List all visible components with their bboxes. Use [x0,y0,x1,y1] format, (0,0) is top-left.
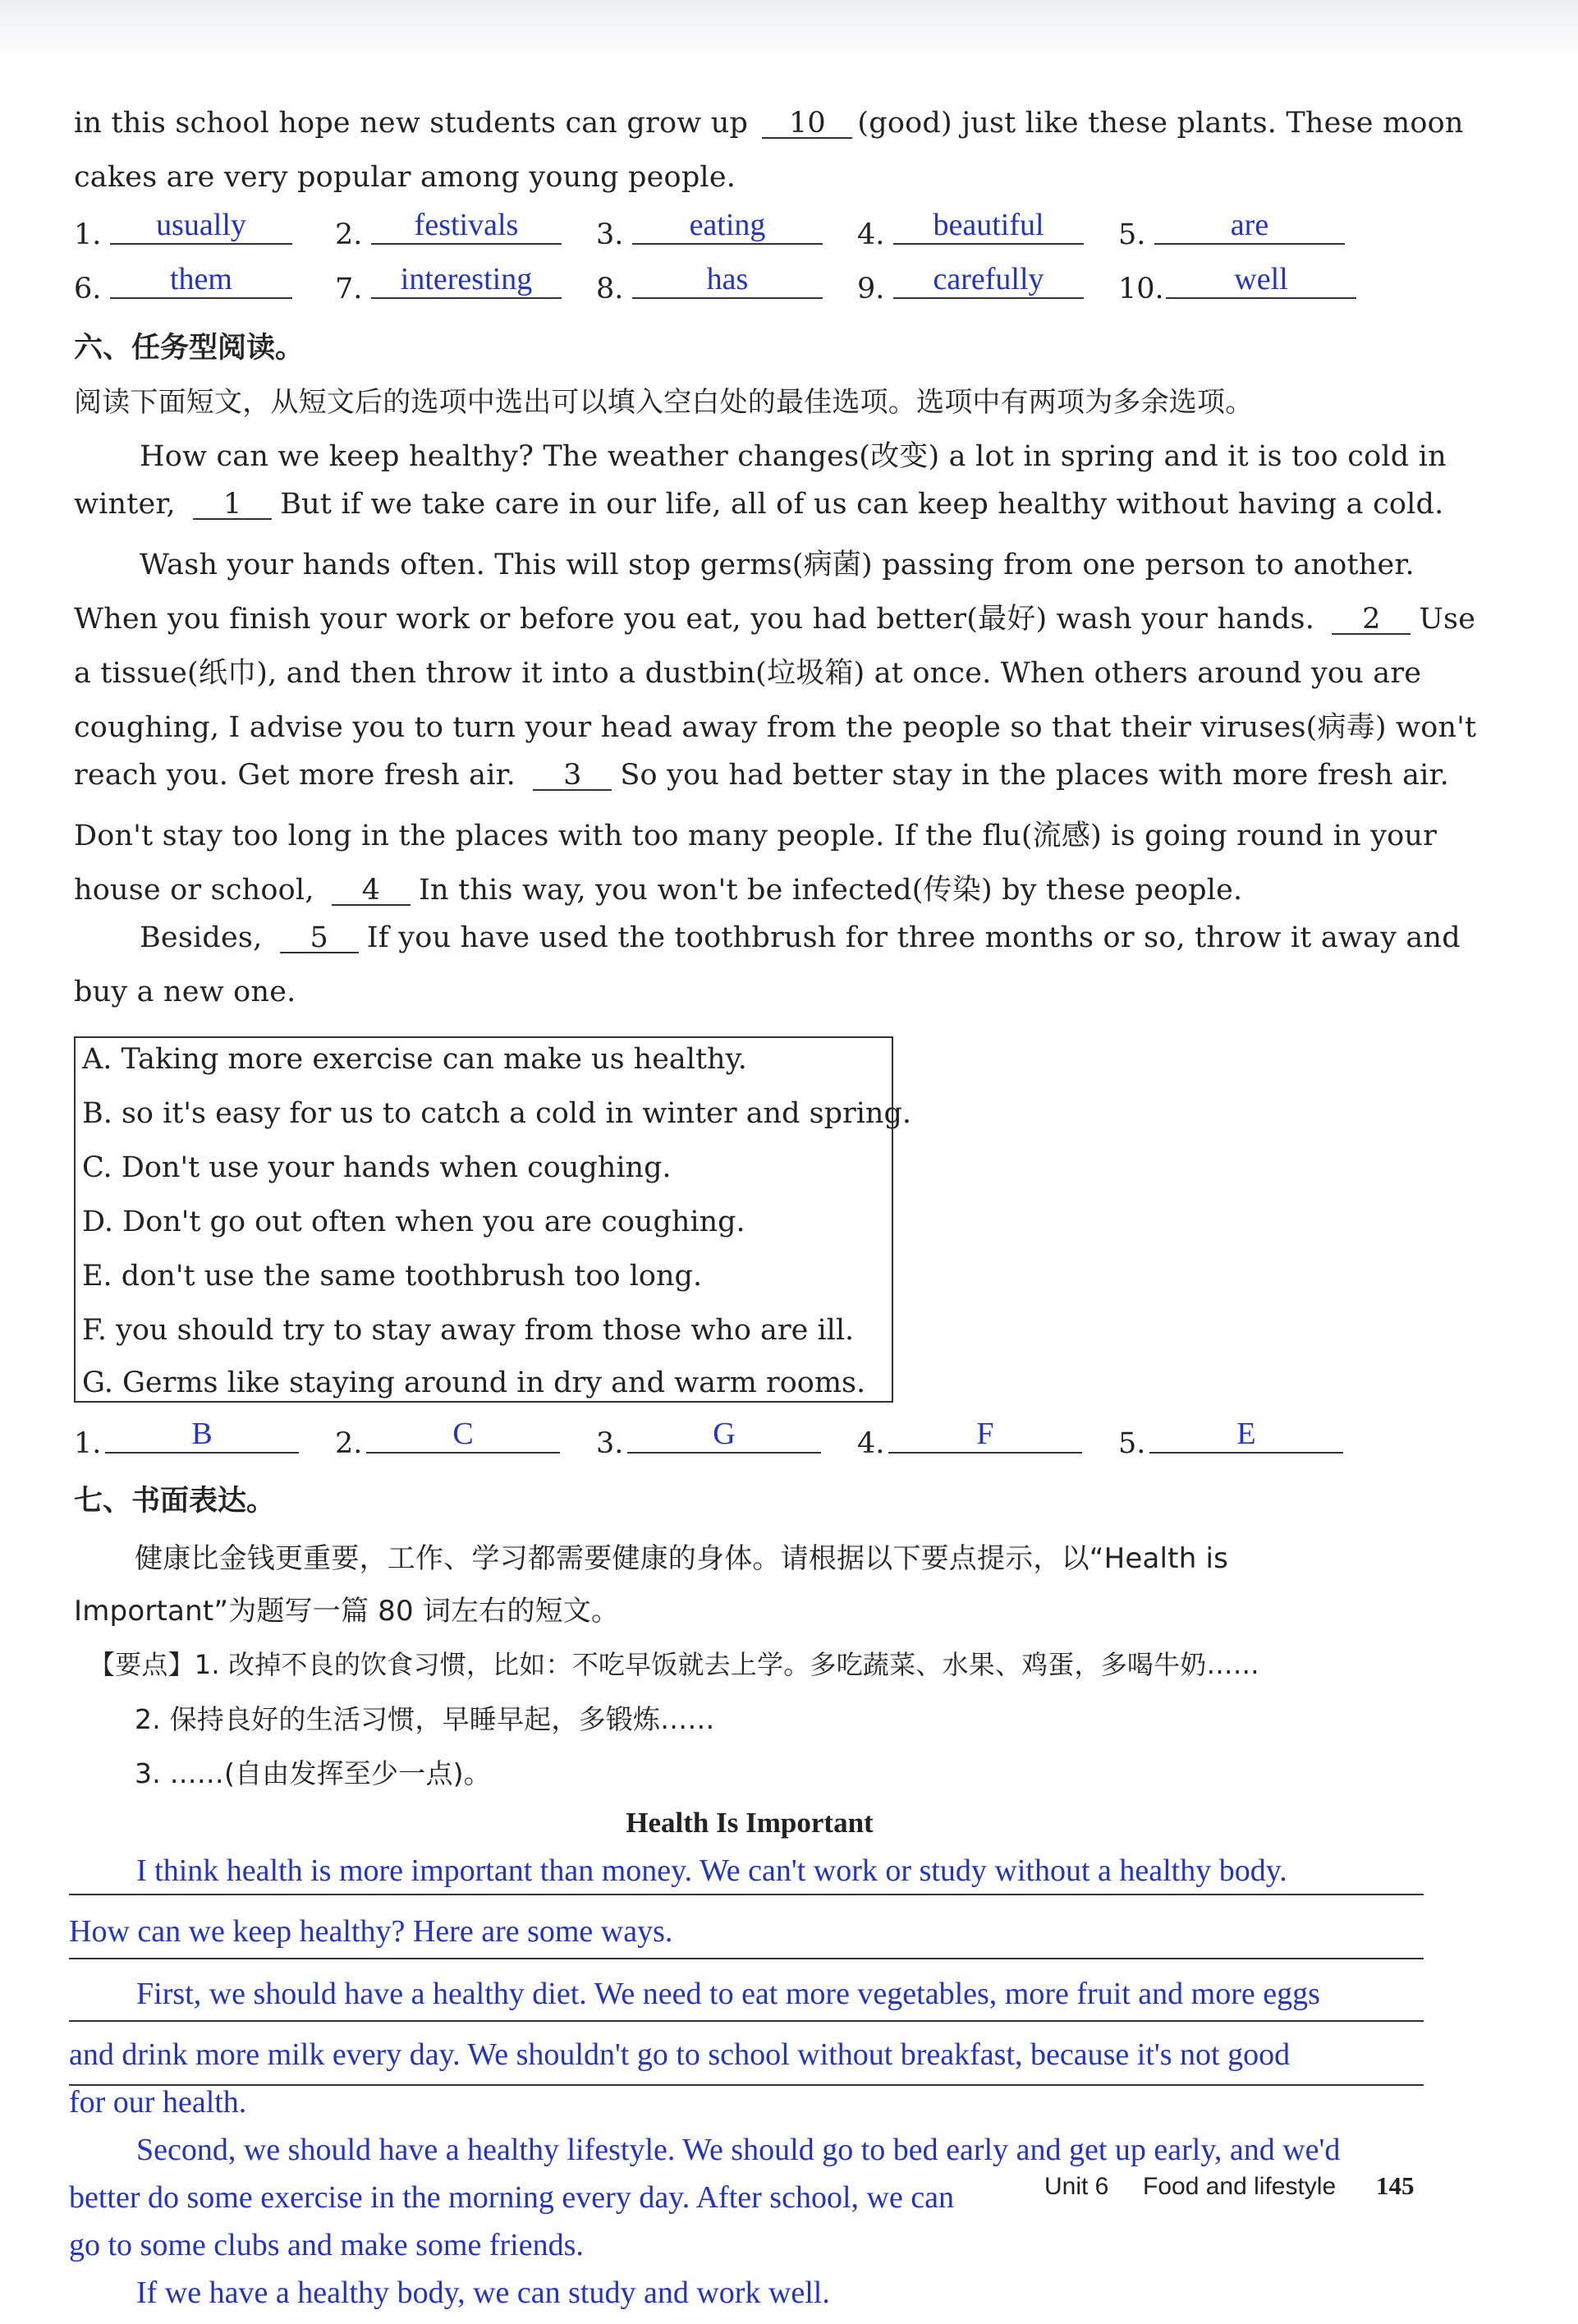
passage-line: in this school hope new students can grow up 10 (good) just like these plants. These moon [74,107,1464,140]
writing-line [69,2020,1424,2022]
writing-line [69,1894,1424,1895]
passage-line: reach you. Get more fresh air. 3 So you had better stay in the places with more fresh air. [74,759,1449,792]
option-e: E. don't use the same toothbrush too long. [82,1260,703,1293]
essay-line: go to some clubs and make some friends. [69,2228,584,2262]
essay-line: Second, we should have a healthy lifestyle. We should go to bed early and get up early, and we'd [136,2133,1341,2167]
unit-label: Unit 6 [1044,2173,1109,2200]
answer-blank: usually [110,207,292,245]
answer-blank: are [1154,207,1345,245]
answer-blank: interesting [371,261,562,299]
instruction: 阅读下面短文，从短文后的选项中选出可以填入空白处的最佳选项。选项中有两项为多余选项。 [74,386,1254,419]
inline-blank: 4 [332,876,411,906]
option-d: D. Don't go out often when you are coughing. [82,1206,745,1238]
answer-blank: eating [632,207,823,245]
scan-shadow [0,0,1578,57]
essay-line: If we have a healthy body, we can study and work well. [136,2276,830,2310]
prompt-line: 健康比金钱更重要，工作、学习都需要健康的身体。请根据以下要点提示，以“Health is [135,1542,1229,1575]
answer-blank: G [627,1416,821,1454]
option-g: G. Germs like staying around in dry and warm rooms. [82,1366,866,1399]
workbook-page: in this school hope new students can grow up 10 (good) just like these plants. These moon cakes are very popular among young people. 1. usually 2. festivals 3. eating 4. beautiful 5. are 6. them 7. interesting 8. has 9. carefully 10. well 六、任务型阅读。 阅读下面短文，从短文后的选项中选出可以填入空白处的最佳选项。选项中有两项为多余选项。 How can we keep healthy? The weather changes(改变) a lot in spring and it is too cold in winter, 1 But if we take care in our life, all of us can keep healthy without having a cold. Wash your hands often. This will stop germs(病菌) passing from one person to another. When you finish your work or before you eat, you had better(最好) wash your hands. 2 Use a tissue(纸巾), and then throw it into a dustbin(垃圾箱) at once. When others around you are coughing, I advise you to turn your head away from the people so that their viruses(病毒) won't reach you. Get more fresh air. 3 So you had better stay in the places with more fresh air. Don't stay too long in the places with too many people. If the flu(流感) is going round in your house or school, 4 In this way, you won't be infected(传染) by these people. Besides, 5 If you have used the toothbrush for three months or so, throw it away and buy a new one. A. Taking more exercise can make us healthy. B. so it's easy for us to catch a cold in winter and spring. C. Don't use your hands when coughing. D. Don't go out often when you are coughing. E. don't use the same toothbrush too long. F. you should try to stay away from those who are ill. G. Germs like staying around in dry and warm rooms. 1. B 2. C 3. G 4. F 5. E 七、书面表达。 健康比金钱更重要，工作、学习都需要健康的身体。请根据以下要点提示，以“Health is Important”为题写一篇 80 词左右的短文。 【要点】1. 改掉不良的饮食习惯，比如：不吃早饭就去上学。多吃蔬菜、水果、鸡蛋，多喝牛奶…… 2. 保持良好的生活习惯，早睡早起，多锻炼…… 3. ……(自由发挥至少一点)。 Health Is Important I think health is more important than money. We can't work or study without a healthy body. How can we keep healthy? Here are some ways. First, we should have a healthy diet. We need to eat more vegetables, more fruit and more eggs and drink more milk every day. We shouldn't go to school without breakfast, because it's not good for our health. Second, we should have a healthy lifestyle. We should go to bed early and get up early, and we'd better do some exercise in the morning every day. After school, we can go to some clubs and make some friends. If we have a healthy body, we can study and work well. Unit 6 Food and lifestyle 145 [0,0,1578,2324]
option-b: B. so it's easy for us to catch a cold in winter and spring. [82,1097,911,1130]
inline-blank: 3 [533,761,612,791]
option-a: A. Taking more exercise can make us healthy. [82,1043,747,1076]
answer-blank: E [1149,1416,1343,1454]
answer-blank: B [105,1416,299,1454]
answer-blank: them [110,261,292,299]
key-point: 3. ……(自由发挥至少一点)。 [135,1757,491,1789]
unit-topic: Food and lifestyle [1143,2173,1337,2200]
passage-line: coughing, I advise you to turn your head away from the people so that their viruses(病毒) won't [74,711,1477,744]
essay-line: better do some exercise in the morning every day. After school, we can [69,2180,955,2215]
writing-line [69,1958,1424,1959]
section-heading: 七、书面表达。 [74,1485,276,1518]
answer-blank: C [366,1416,560,1454]
essay-line: I think health is more important than money. We can't work or study without a healthy body. [136,1853,1287,1888]
essay-line: and drink more milk every day. We shouldn't go to school without breakfast, because it's not good [69,2037,1291,2072]
writing-line [69,2084,1424,2086]
passage-line: winter, 1 But if we take care in our life, all of us can keep healthy without having a cold. [74,488,1444,521]
options-box [74,1036,911,1403]
essay-line: First, we should have a healthy diet. We need to eat more vegetables, more fruit and more eggs [136,1977,1320,2011]
inline-blank: 5 [280,924,359,953]
inline-blank: 2 [1332,605,1411,635]
answer-blank: F [888,1416,1082,1454]
passage-line: cakes are very popular among young people. [74,161,736,194]
essay-title: Health Is Important [626,1807,874,1839]
answer-blank: well [1166,261,1356,299]
key-point: 2. 保持良好的生活习惯，早睡早起，多锻炼…… [135,1703,715,1735]
key-point: 【要点】1. 改掉不良的饮食习惯，比如：不吃早饭就去上学。多吃蔬菜、水果、鸡蛋，多喝牛奶…… [89,1649,1259,1680]
answer-blank: carefully [893,261,1084,299]
passage-line: How can we keep healthy? The weather changes(改变) a lot in spring and it is too cold in [140,440,1447,473]
passage-line: When you finish your work or before you eat, you had better(最好) wash your hands. 2 Use [74,603,1476,636]
option-f: F. you should try to stay away from those who are ill. [82,1314,855,1347]
answer-blank: festivals [371,207,562,245]
inline-blank: 10 [762,109,852,139]
inline-blank: 1 [193,490,272,520]
prompt-line: Important”为题写一篇 80 词左右的短文。 [74,1595,620,1628]
passage-line: house or school, 4 In this way, you won't be infected(传染) by these people. [74,874,1243,907]
passage-line: Wash your hands often. This will stop germs(病菌) passing from one person to another. [140,549,1415,581]
page-number: 145 [1376,2171,1415,2200]
answer-blank: has [632,261,823,299]
essay-line: for our health. [69,2085,247,2120]
option-c: C. Don't use your hands when coughing. [82,1151,672,1184]
answer-blank: beautiful [893,207,1084,245]
passage-line: buy a new one. [74,976,296,1008]
passage-line: Don't stay too long in the places with too many people. If the flu(流感) is going round in your [74,820,1438,852]
passage-line: a tissue(纸巾), and then throw it into a dustbin(垃圾箱) at once. When others around you are [74,657,1422,690]
essay-line: How can we keep healthy? Here are some ways. [69,1914,673,1949]
section-heading: 六、任务型阅读。 [74,332,305,365]
passage-line: Besides, 5 If you have used the toothbrush for three months or so, throw it away and [140,921,1461,954]
